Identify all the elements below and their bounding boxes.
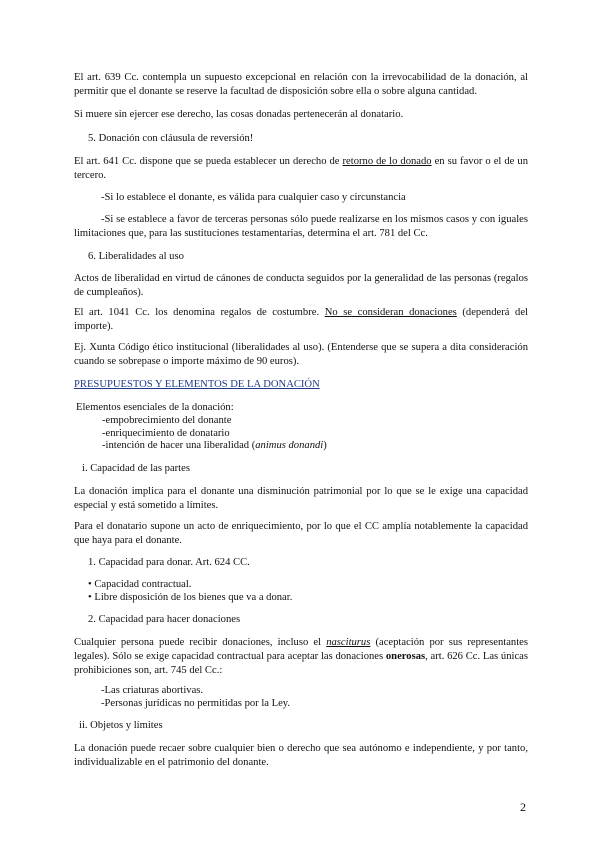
paragraph-actos-liberalidad: Actos de liberalidad en virtud de cánones de conducta seguidos por la generalidad de las personas (regalos de cumpleaños). — [74, 273, 528, 298]
heading-objetos-limites: ii. Objetos y límites — [79, 720, 163, 731]
p3-text-a: El art. 641 Cc. dispone que se pueda establecer un derecho de — [74, 156, 340, 167]
p11-text-a: Cualquier persona puede recibir donaciones, incluso el — [74, 637, 322, 648]
paragraph-muere: Si muere sin ejercer ese derecho, las cosas donadas pertenecerán al donatario. — [74, 109, 404, 120]
paragraph-objetos: La donación puede recaer sobre cualquier bien o derecho que sea autónomo e independiente, y por tanto, individualizable en el patrimonio del donante. — [74, 743, 528, 768]
p11-text-c: , art. 626 Cc. Las únicas prohibiciones son, art. 745 del Cc.: — [74, 651, 528, 676]
p7-text-a: El art. 1041 Cc. los denomina regalos de costumbre. — [74, 307, 320, 318]
p7-underlined: No se consideran donaciones — [324, 307, 457, 318]
paragraph-donatario: Para el donatario supone un acto de enriquecimiento, por lo que el CC amplía notablemente la capacidad que haya para el donante. — [74, 521, 528, 546]
p11-text-b: (aceptación por sus representantes legales). Sólo se exige capacidad contractual para aceptar las donaciones — [74, 637, 528, 662]
paragraph-xunta: Ej. Xunta Código ético institucional (liberalidades al uso). (Entenderse que se supera a dita consideración cuando se sobrepase o importe máximo de 90 euros). — [74, 342, 528, 367]
element-item-text: -intención de hacer una liberalidad ( — [102, 440, 256, 451]
heading-capacidad-hacer: 2. Capacidad para hacer donaciones — [88, 614, 241, 625]
paragraph-art-641 — [74, 155, 528, 183]
heading-capacidad-partes: i. Capacidad de las partes — [82, 463, 190, 474]
heading-liberalidades: 6. Liberalidades al uso — [88, 251, 184, 262]
onerosas: onerosas — [385, 651, 426, 662]
bullet-item: • Libre disposición de los bienes que va a donar. — [88, 592, 293, 603]
heading-capacidad-donar: 1. Capacidad para donar. Art. 624 CC. — [88, 557, 250, 568]
animus-donandi: animus donandi — [255, 440, 324, 451]
close-paren: ) — [323, 440, 327, 451]
element-item: -empobrecimiento del donante — [102, 415, 232, 426]
paragraph-terceras-personas: -Si se establece a favor de terceras personas sólo puede realizarse en los mismos casos y con iguales limitaciones que, para las sustituciones testamentarias, determina el art. 781 del Cc. — [74, 214, 528, 239]
element-item — [102, 439, 327, 453]
bullet-item: • Capacidad contractual. — [88, 579, 192, 590]
page-number: 2 — [520, 800, 526, 814]
paragraph-art-639: El art. 639 Cc. contempla un supuesto excepcional en relación con la irrevocabilidad de la donación, al permitir que el donante se reserve la facultad de disposición sobre ella o sobre alguna cantidad. — [74, 72, 528, 97]
prohibition-item: -Personas jurídicas no permitidas por la Ley. — [101, 698, 291, 709]
paragraph-cualquier-persona — [74, 636, 528, 678]
p7-text-b: (dependerá del importe). — [74, 307, 528, 332]
paragraph-donacion-implica: La donación implica para el donante una disminución patrimonial por lo que se le exige una capacidad especial y está sometido a límites. — [74, 486, 528, 511]
elements-title: Elementos esenciales de la donación: — [76, 402, 234, 413]
section-heading-text: PRESUPUESTOS Y ELEMENTOS DE LA DONACIÓN — [74, 379, 320, 390]
paragraph-art-1041 — [74, 306, 528, 334]
element-item: -enriquecimiento de donatario — [102, 428, 230, 439]
section-heading — [74, 378, 320, 392]
p3-underlined: retorno de lo donado — [342, 156, 432, 167]
heading-donacion-reversion: 5. Donación con cláusula de reversión! — [88, 133, 254, 144]
paragraph-lo-establece: -Si lo establece el donante, es válida para cualquier caso y circunstancia — [101, 192, 406, 203]
prohibition-item: -Las criaturas abortivas. — [101, 685, 204, 696]
nasciturus: nasciturus — [326, 637, 371, 648]
p3-text-b: en su favor o el de un tercero. — [74, 156, 528, 181]
